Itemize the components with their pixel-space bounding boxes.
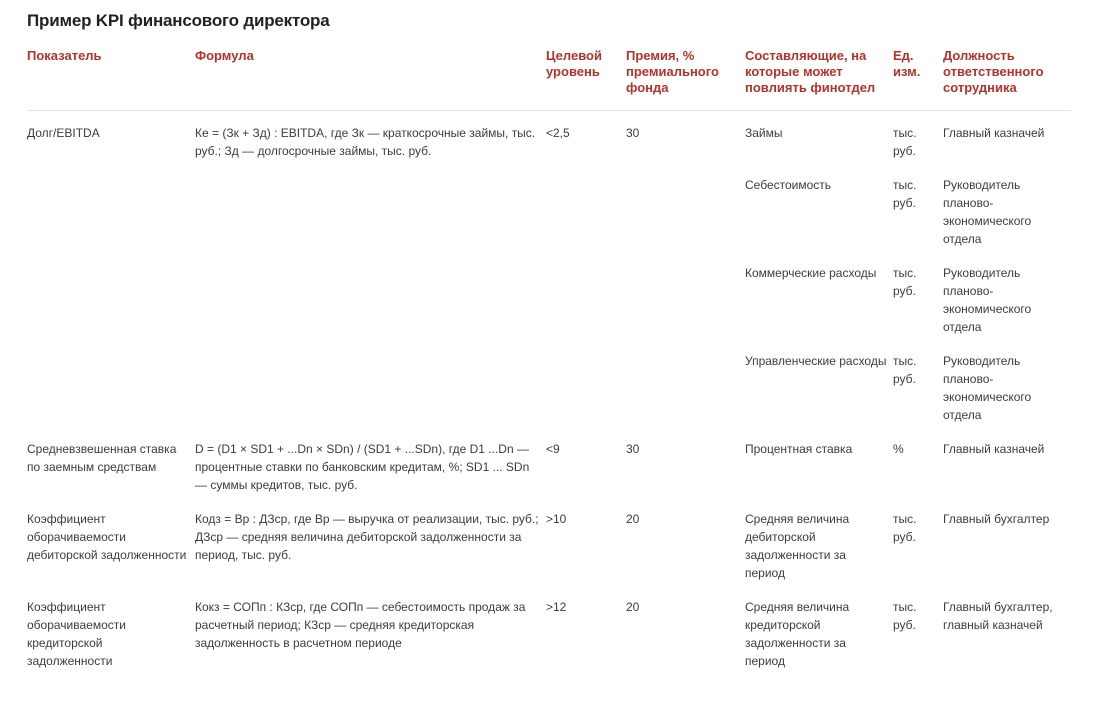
kpi-formula: D = (D1 × SD1 + ...Dn × SDn) / (SD1 + ...SDn), где D1 ...Dn — процентные ставки по банковским кредитам, %; SD1 ... SDn — суммы кредитов, тыс. руб.	[195, 442, 530, 492]
table-row	[27, 424, 1071, 494]
header-unit: Ед. изм.	[893, 48, 943, 111]
component-position: Главный бухгалтер	[943, 512, 1050, 526]
kpi-indicator: Коэффициент оборачиваемости кредиторской задолженности	[27, 600, 126, 668]
table-row	[27, 111, 1071, 161]
component-unit: тыс. руб.	[893, 512, 917, 544]
component-position: Главный казначей	[943, 442, 1045, 456]
component-unit: тыс. руб.	[893, 354, 917, 386]
component-position: Руководитель планово-экономического отдела	[943, 354, 1032, 422]
component-name: Коммерческие расходы	[745, 266, 877, 280]
component-position: Главный казначей	[943, 126, 1045, 140]
header-position: Должность ответственного сотрудника	[943, 48, 1071, 111]
component-unit: тыс. руб.	[893, 126, 917, 158]
component-name: Себестоимость	[745, 178, 832, 192]
header-row	[27, 48, 1071, 111]
component-unit: тыс. руб.	[893, 178, 917, 210]
kpi-table	[27, 48, 1071, 670]
header-components: Составляющие, на которые может повлиять финотдел	[745, 48, 893, 111]
kpi-bonus: 20	[626, 600, 640, 614]
component-position: Руководитель планово-экономического отдела	[943, 266, 1032, 334]
kpi-target: >12	[546, 600, 567, 614]
kpi-indicator: Долг/EBITDA	[27, 126, 100, 140]
kpi-formula: Кокз = СОПп : КЗср, где СОПп — себестоимость продаж за расчетный период; КЗср — средняя кредиторская задолженность в расчетном периоде	[195, 600, 526, 650]
component-name: Средняя величина кредиторской задолженности за период	[745, 600, 850, 668]
kpi-formula: Ке = (Зк + Зд) : EBITDA, где Зк — краткосрочные займы, тыс. руб.; Зд — долгосрочные займы, тыс. руб.	[195, 126, 536, 158]
kpi-bonus: 20	[626, 512, 640, 526]
component-name: Займы	[745, 126, 783, 140]
header-target: Целевой уровень	[546, 48, 626, 111]
component-position: Руководитель планово-экономического отдела	[943, 178, 1032, 246]
kpi-indicator: Средневзвешенная ставка по заемным средствам	[27, 442, 177, 474]
table-row	[27, 582, 1071, 670]
kpi-formula: Кодз = Вр : ДЗср, где Вр — выручка от реализации, тыс. руб.; ДЗср — средняя величина дебиторской задолженности за период, тыс. руб.	[195, 512, 539, 562]
component-position: Главный бухгалтер, главный казначей	[943, 600, 1053, 632]
kpi-target: <2,5	[546, 126, 570, 140]
component-unit: %	[893, 442, 904, 456]
component-name: Процентная ставка	[745, 442, 853, 456]
component-unit: тыс. руб.	[893, 266, 917, 298]
kpi-target: >10	[546, 512, 567, 526]
kpi-bonus: 30	[626, 126, 640, 140]
header-indicator: Показатель	[27, 48, 195, 111]
component-name: Средняя величина дебиторской задолженности за период	[745, 512, 850, 580]
component-unit: тыс. руб.	[893, 600, 917, 632]
kpi-bonus: 30	[626, 442, 640, 456]
header-bonus: Премия, % премиального фонда	[626, 48, 745, 111]
table-row	[27, 494, 1071, 582]
header-formula: Формула	[195, 48, 546, 111]
kpi-target: <9	[546, 442, 560, 456]
component-name: Управленческие расходы	[745, 354, 887, 368]
kpi-indicator: Коэффициент оборачиваемости дебиторской задолженности	[27, 512, 187, 562]
page-title: Пример KPI финансового директора	[27, 11, 330, 30]
